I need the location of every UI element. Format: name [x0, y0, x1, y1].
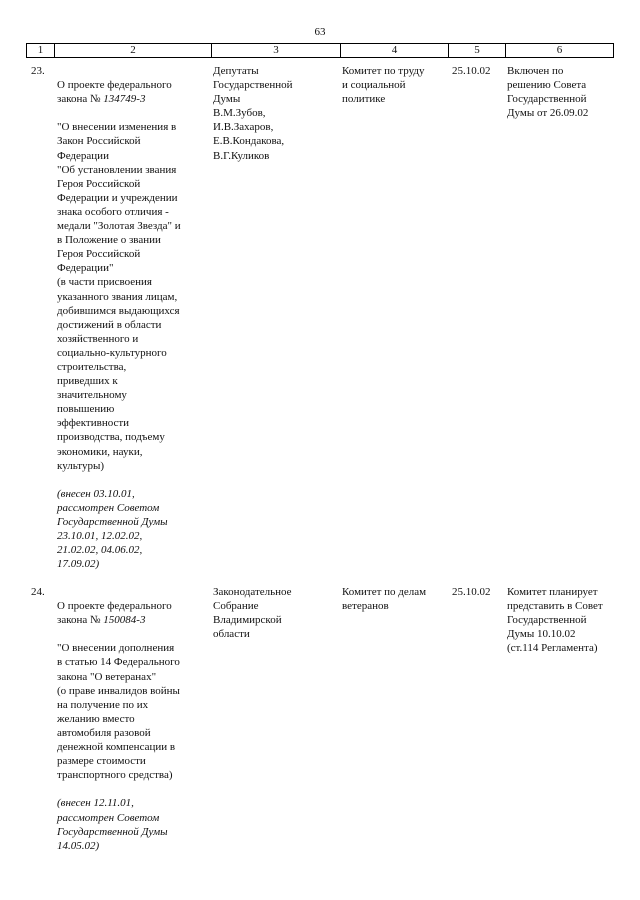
committee-cell: Комитет по труду и социальной политике — [342, 65, 425, 106]
project-cell — [57, 585, 213, 867]
header-cell-4: 4 — [340, 44, 448, 57]
page-number: 63 — [314, 26, 326, 38]
project-title: "О внесении изменения в Закон Российской Федерации "Об установлении звания Героя Российской Федерации и учреждении знака особого отличия - медали "Золотая Звезда" и в Положение о звании Героя Российской Федерации" (в части присвоения указанного звания лицам, добившимся выдающихся достижений в области хозяйственного и социально-культурного строительства, приведших к значительному повышению эффективности производства, подъему экономики, науки, культуры) — [57, 121, 181, 472]
project-history: (внесен 03.10.01, рассмотрен Советом Государственной Думы 23.10.01, 12.02.02, 21.02.02, 04.06.02, 17.09.02) — [57, 487, 168, 571]
date-cell: 25.10.02 — [452, 586, 491, 598]
project-title: "О внесении дополнения в статью 14 Федерального закона "О ветеранах" (о праве инвалидов войны на получение по их желанию вместо автомобиля разовой денежной компенсации в размере стоимости транспортного средства) — [57, 642, 180, 782]
committee-cell: Комитет по делам ветеранов — [342, 586, 427, 613]
status-cell: Включен по решению Совета Государственной Думы от 26.09.02 — [507, 65, 589, 120]
row-number: 23. — [31, 65, 45, 77]
author-cell: Законодательное Собрание Владимирской области — [213, 586, 292, 641]
project-intro: О проекте федерального закона № — [57, 600, 172, 627]
table-header-row — [26, 43, 614, 58]
header-cell-1: 1 — [37, 44, 44, 56]
header-cell-3: 3 — [211, 44, 340, 57]
date-cell: 25.10.02 — [452, 65, 491, 77]
status-cell: Комитет планирует представить в Совет Государственной Думы 10.10.02 (ст.114 Регламента) — [507, 586, 603, 655]
project-history: (внесен 12.11.01, рассмотрен Советом Государственной Думы 14.05.02) — [57, 797, 168, 852]
header-cell-6: 6 — [505, 44, 613, 57]
header-cell-2: 2 — [54, 44, 211, 57]
project-number: 150084-3 — [103, 614, 146, 627]
project-number: 134749-3 — [103, 93, 146, 106]
row-number: 24. — [31, 586, 45, 598]
project-cell — [57, 64, 213, 585]
header-cell-5: 5 — [448, 44, 505, 57]
project-intro: О проекте федерального закона № — [57, 79, 172, 106]
author-cell: Депутаты Государственной Думы В.М.Зубов, И.В.Захаров, Е.В.Кондакова, В.Г.Куликов — [213, 65, 293, 162]
